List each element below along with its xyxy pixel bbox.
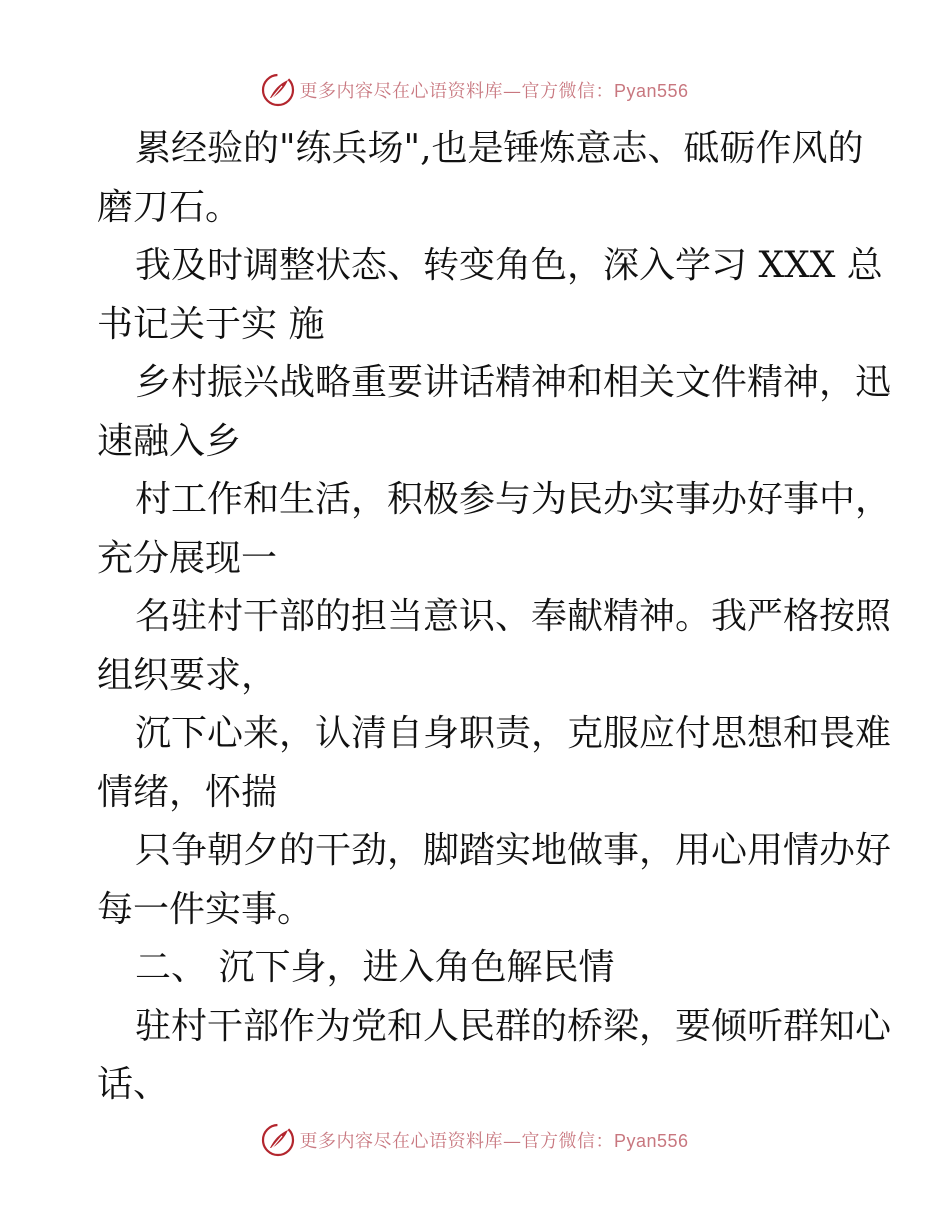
paragraph-line: 话、 — [97, 1064, 170, 1105]
paragraph-line: 书记关于实 施 — [97, 303, 325, 345]
watermark-banner-top — [0, 70, 950, 110]
paragraph-line: 我及时调整状态、转变角色，深入学习 XXX 总 — [135, 245, 883, 286]
paragraph-line: 组织要求， — [97, 654, 278, 696]
paragraph-line: 乡村振兴战略重要讲话精神和相关文件精神，迅 — [135, 362, 892, 403]
watermark-text: 更多内容尽在心语资料库—官方微信：Pyan556 — [299, 1131, 689, 1152]
watermark-text: 更多内容尽在心语资料库—官方微信：Pyan556 — [299, 81, 689, 102]
paragraph-line: 速融入乡 — [97, 420, 242, 462]
paragraph-line: 磨刀石。 — [97, 186, 242, 228]
paragraph-line: 沉下心来，认清自身职责，克服应付思想和畏难 — [135, 713, 892, 754]
feather-pen-logo-icon — [261, 1123, 295, 1157]
section-heading: 二、 沉下身，进入角色解民情 — [135, 947, 615, 988]
watermark-banner-bottom — [0, 1120, 950, 1160]
paragraph-line: 每一件实事。 — [97, 888, 314, 930]
paragraph-line: 名驻村干部的担当意识、奉献精神。我严格按照 — [135, 596, 892, 637]
document-body — [97, 120, 892, 1115]
paragraph-line: 只争朝夕的干劲，脚踏实地做事，用心用情办好 — [135, 830, 892, 871]
paragraph-line: 村工作和生活，积极参与为民办实事办好事中， — [135, 479, 892, 520]
paragraph-line: 驻村干部作为党和人民群的桥梁，要倾听群知心 — [135, 1005, 892, 1047]
feather-pen-logo-icon — [261, 73, 295, 107]
paragraph-line: 情绪，怀揣 — [97, 771, 278, 813]
paragraph-line: 累经验的"练兵场",也是锤炼意志、砥砺作风的 — [135, 128, 864, 169]
paragraph-line: 充分展现一 — [97, 537, 278, 579]
